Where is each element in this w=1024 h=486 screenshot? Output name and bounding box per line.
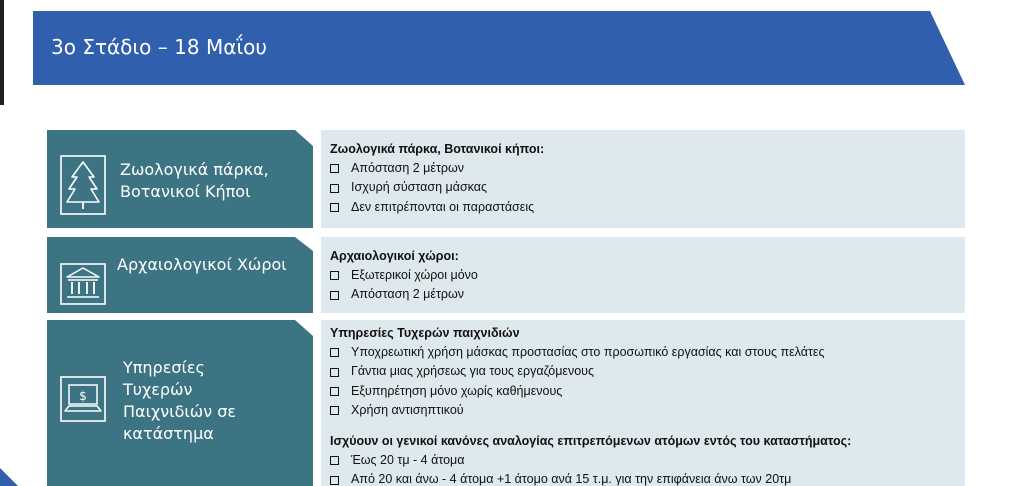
row-content-archaeological [321,237,965,313]
content-subheading: Ισχύουν οι γενικοί κανόνες αναλογίας επιτρεπόμενων ατόμων εντός του καταστήματος: [330,434,852,449]
checkbox-bullet-icon [330,164,339,173]
page-title: 3ο Στάδιο – 18 Μαΐου [51,35,267,59]
checkbox-bullet-icon [330,291,339,300]
checkbox-bullet-icon [330,476,339,485]
checkbox-bullet-icon [330,368,339,377]
row-label-gaming [47,320,313,486]
list-item: Απόσταση 2 μέτρων [330,285,956,304]
corner-accent [0,468,18,486]
list-item: Χρήση αντισηπτικού [330,401,956,420]
content-heading: Υπηρεσίες Τυχερών παιχνιδιών [330,326,520,340]
list-item: Έως 20 τμ - 4 άτομα [330,451,956,470]
checkbox-bullet-icon [330,406,339,415]
row-content-gaming [321,320,965,486]
row-content-zoo [321,130,965,228]
checkbox-bullet-icon [330,348,339,357]
checkbox-bullet-icon [330,456,339,465]
checkbox-bullet-icon [330,184,339,193]
row-title: Αρχαιολογικοί Χώροι [117,255,287,274]
tree-icon [60,155,106,215]
checkbox-bullet-icon [330,203,339,212]
list-item: Γάντια μιας χρήσεως για τους εργαζόμενους [330,362,956,381]
left-edge-stripe [0,0,4,105]
list-item: Ισχυρή σύσταση μάσκας [330,178,956,197]
list-item: Εξυπηρέτηση μόνο χωρίς καθήμενους [330,382,956,401]
title-banner [33,11,965,85]
row-label-archaeological [47,237,313,313]
list-item: Εξωτερικοί χώροι μόνο [330,266,956,285]
svg-text:$: $ [79,389,87,403]
checkbox-bullet-icon [330,271,339,280]
list-item: Από 20 και άνω - 4 άτομα +1 άτομο ανά 15 τ.μ. για την επιφάνεια άνω των 20τμ [330,470,956,486]
content-heading: Ζωολογικά πάρκα, Βοτανικοί κήποι: [330,142,545,156]
row-label-zoo [47,130,313,228]
row-title: Ζωολογικά πάρκα, Βοτανικοί Κήποι [120,160,269,201]
list-item: Δεν επιτρέπονται οι παραστάσεις [330,198,956,217]
content-heading: Αρχαιολογικοί χώροι: [330,249,459,263]
list-item: Απόσταση 2 μέτρων [330,159,956,178]
row-title: Υπηρεσίες Τυχερών Παιχνιδιών σε κατάστημα [123,358,236,443]
museum-icon [60,263,106,305]
list-item: Υποχρεωτική χρήση μάσκας προστασίας στο προσωπικό εργασίας και στους πελάτες [330,343,956,362]
laptop-dollar-icon [60,376,106,422]
checkbox-bullet-icon [330,387,339,396]
